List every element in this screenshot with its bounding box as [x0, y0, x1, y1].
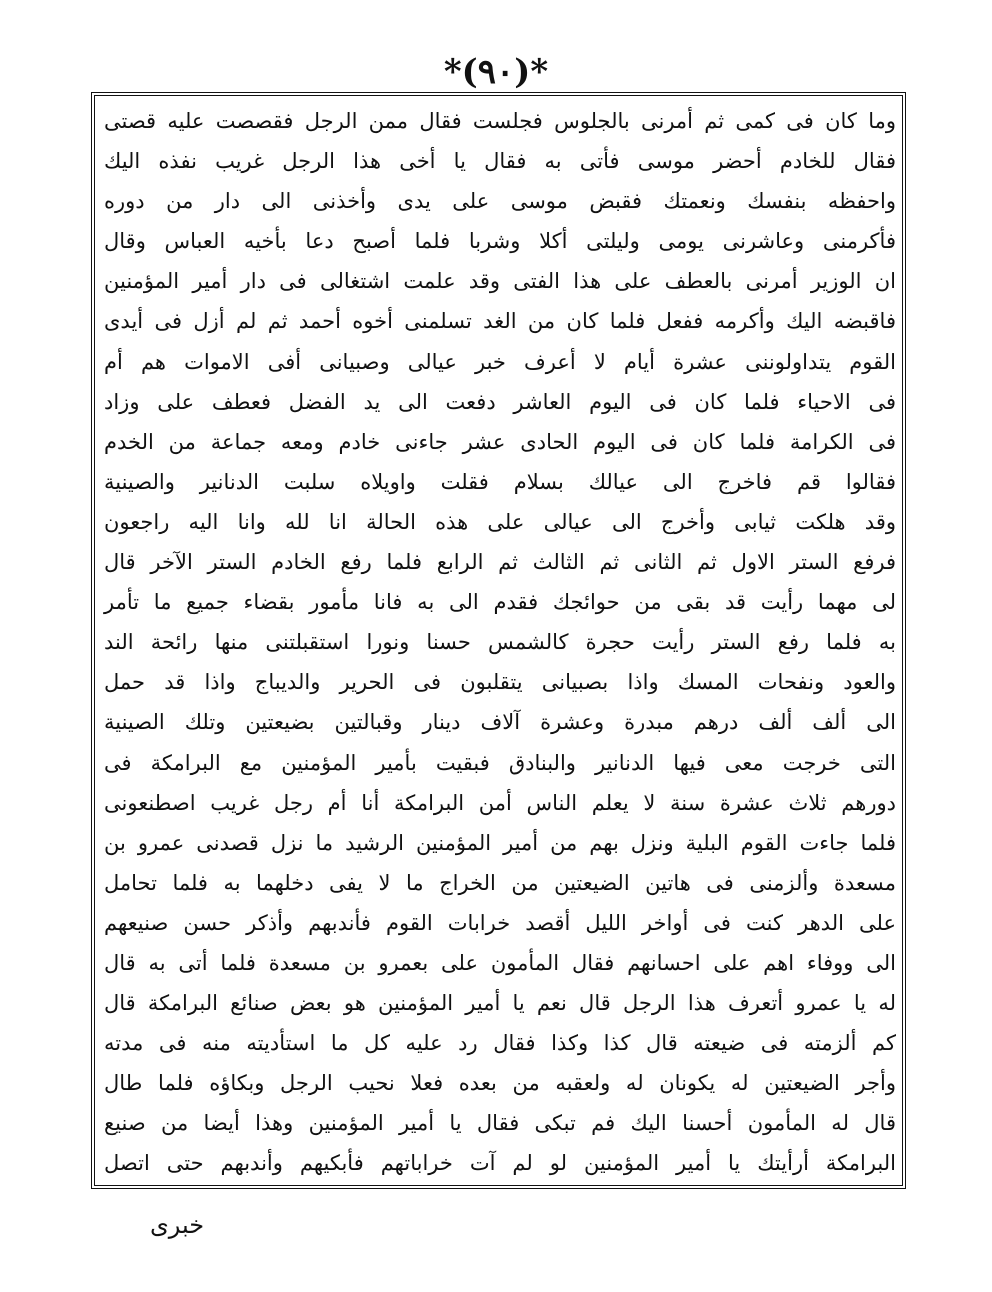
text-line: كم ألزمته فى ضيعته قال كذا وكذا فقال رد عليه كل ما استأديته منه فى مدته: [104, 1031, 896, 1056]
text-line: له يا عمرو أتعرف هذا الرجل قال نعم يا أمير المؤمنين هو بعض صنائع البرامكة قال: [104, 991, 896, 1016]
text-line: فاقبضه اليك وأكرمه ففعل فلما كان من الغد تسلمنى أخوه أحمد ثم لم أزل فى أيدى: [104, 309, 896, 334]
text-line: دورهم ثلاث عشرة سنة لا يعلم الناس أمن البرامكة أنا أم رجل غريب اصطنعونى: [104, 790, 896, 815]
text-line: فأكرمنى وعاشرنى يومى وليلتى أكلا وشربا فلما أصبح دعا بأخيه العباس وقال: [104, 229, 896, 254]
text-line: وأجر الضيعتين له يكونان له ولعقبه من بعده فعلا نحيب الرجل وبكاؤه فلما طال: [104, 1071, 896, 1096]
text-line: وقد هلكت ثيابى وأخرج الى عيالى على هذه الحالة انا لله وانا اليه راجعون: [104, 509, 896, 534]
text-line: به فلما رفع الستر رأيت حجرة كالشمس حسنا ونورا استقبلتنى منها رائحة الند: [104, 630, 896, 655]
text-line: واحفظه بنفسك ونعمتك فقبض موسى على يدى وأخذنى الى دار من دوره: [104, 189, 896, 214]
text-line: على الدهر كنت فى أواخر الليل أقصد خرابات القوم فأندبهم وأذكر حسن صنيعهم: [104, 910, 896, 935]
text-line: وما كان فى كمى ثم أمرنى بالجلوس فجلست فقال ممن الرجل فقصصت عليه قصتى: [104, 109, 896, 133]
text-line: فلما جاءت القوم البلية ونزل بهم من أمير المؤمنين الرشيد ما نزل قصدنى عمرو بن: [104, 830, 896, 855]
text-line: لى مهما رأيت قد بقى من حوائجك فقدم الى به فانا مأمور بقضاء جميع ما تأمر: [104, 590, 896, 615]
text-line: قال له المأمون أحسنا اليك فم تبكى فقال يا أمير المؤمنين وهذا أيضا من صنيع: [104, 1111, 896, 1136]
text-line: القوم يتداولوننى عشرة أيام لا أعرف خبر عيالى وصبيانى أفى الاموات هم أم: [104, 349, 896, 374]
text-line: والعود ونفحات المسك واذا بصبيانى يتقلبون فى الحرير والديباج واذا قد حمل: [104, 670, 896, 695]
text-line: مسعدة وألزمنى فى هاتين الضيعتين من الخراج ما لا يفى دخلهما به فلما تحامل: [104, 870, 896, 895]
text-line: فى الكرامة فلما كان فى اليوم الحادى عشر جاءنى خادم ومعه جماعة من الخدم: [104, 429, 896, 454]
text-line: ان الوزير أمرنى بالعطف على هذا الفتى وقد علمت اشتغالى فى دار أمير المؤمنين: [104, 269, 896, 294]
text-line: فقال للخادم أحضر موسى فأتى به فقال يا أخى هذا الرجل غريب نفذه اليك: [104, 149, 896, 174]
main-text-block: [100, 101, 900, 1184]
text-line: فقالوا قم فاخرج الى عيالك بسلام فقلت واويلاه سلبت الدنانير والصينية: [104, 469, 896, 494]
text-line: فرفع الستر الاول ثم الثانى ثم الثالث ثم الرابع فلما رفع الخادم الستر الآخر قال: [104, 550, 896, 575]
page-number: *(٩٠)*: [443, 52, 549, 92]
text-line: التى خرجت معى فيها الدنانير والبنادق فبقيت بأمير المؤمنين مع البرامكة فى: [104, 750, 896, 775]
text-line: البرامكة أرأيتك يا أمير المؤمنين لو لم آت خراباتهم فأبكيهم وأندبهم حتى اتصل: [104, 1151, 896, 1176]
catchword: خبرى: [150, 1211, 205, 1239]
text-line: الى ووفاء اهم على احسانهم فقال المأمون على بعمرو بن مسعدة فلما أتى به قال: [104, 950, 896, 975]
text-line: الى ألف ألف درهم مبدرة وعشرة آلاف دينار وقبالتين بضيعتين وتلك الصينية: [104, 710, 896, 735]
text-line: فى الاحياء فلما كان فى اليوم العاشر دفعت الى يد الفضل فعطف على وزاد: [104, 389, 896, 414]
